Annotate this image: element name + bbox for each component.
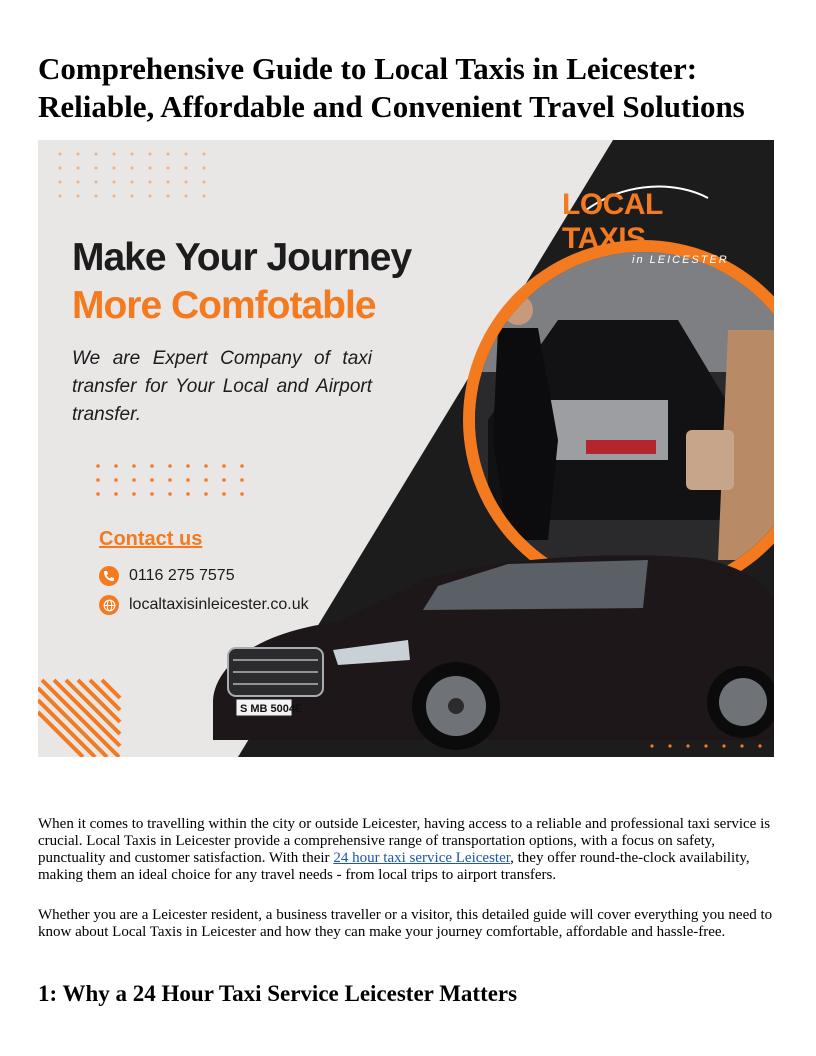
banner-headline-line-1: Make Your Journey [72, 236, 412, 279]
intro-text-start: When it comes to travelling within the city or outside Leicester, having access to a reliable and professional taxi service is crucial. Local Taxis in Leicester provide a comprehensive range of transportation options, with a focus on safety, punctuality and customer satisfaction. With their [38, 816, 771, 866]
guide-paragraph: Whether you are a Leicester resident, a business traveller or a visitor, this detailed guide will cover everything you need to know about Local Taxis in Leicester and how they can make your journey comfortable, affordable and hassle-free. [38, 907, 773, 940]
logo-sub-text: in LEICESTER [632, 254, 729, 266]
globe-icon [99, 595, 119, 615]
license-plate: S MB 5004E [240, 703, 303, 715]
logo-main-text: LOCAL TAXIS [562, 188, 663, 255]
banner-tagline: We are Expert Company of taxi transfer for Your Local and Airport transfer. [72, 348, 372, 425]
page-title-line-2: Reliable, Affordable and Convenient Travel Solutions [38, 89, 745, 124]
banner-headline-line-2: More Comfotable [72, 284, 376, 327]
intro-paragraph [38, 816, 778, 884]
contact-website-row [99, 595, 309, 615]
dot-grid-middle [96, 464, 244, 496]
phone-icon [99, 566, 119, 586]
stripe-decoration [38, 680, 120, 757]
dot-grid-top [59, 153, 206, 198]
contact-website: localtaxisinleicester.co.uk [129, 596, 309, 613]
promo-banner [38, 140, 774, 757]
brand-logo [562, 188, 752, 266]
contact-phone-row [99, 566, 235, 586]
taxi-service-link[interactable]: 24 hour taxi service Leicester [333, 850, 511, 866]
page-title [38, 50, 788, 126]
black-sedan [213, 555, 774, 750]
section-heading: 1: Why a 24 Hour Taxi Service Leicester Matters [38, 981, 518, 1006]
page-title-line-1: Comprehensive Guide to Local Taxis in Leicester: [38, 51, 698, 86]
intro-text-end: , they offer round-the-clock availability, making them an ideal choice for any travel needs - from local trips to airport transfers. [38, 850, 750, 883]
contact-phone-number: 0116 275 7575 [129, 567, 235, 584]
contact-us-heading: Contact us [99, 528, 203, 550]
